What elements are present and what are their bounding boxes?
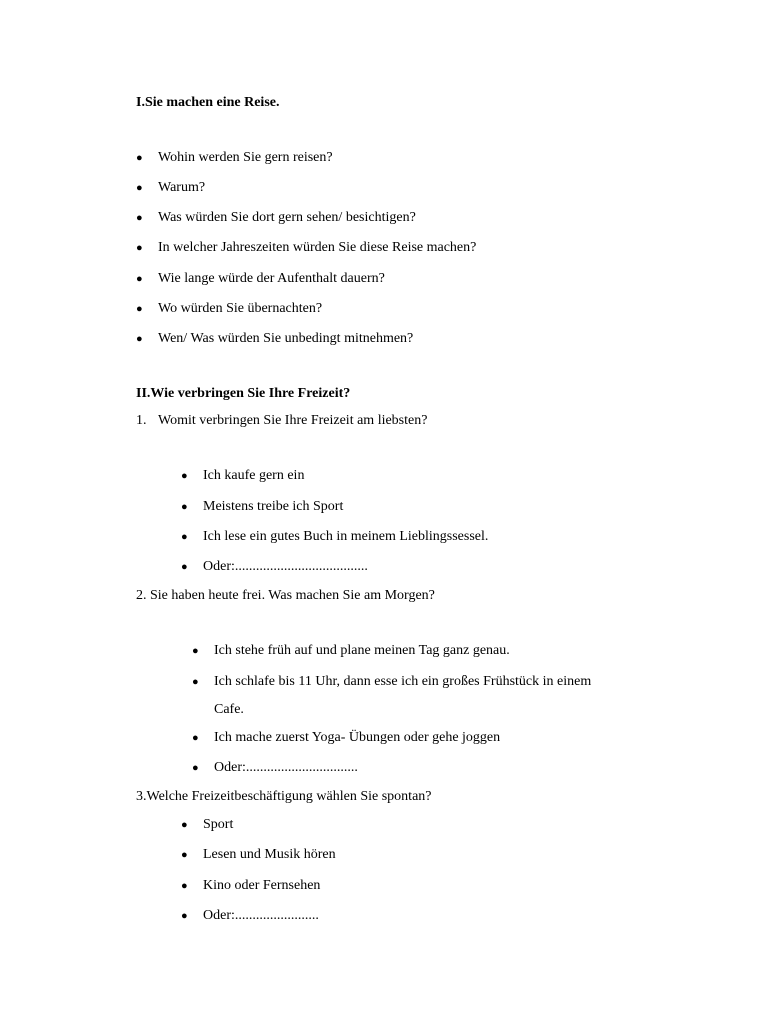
- section1-item: Warum?: [158, 180, 206, 195]
- question-1-option: Ich kaufe gern ein: [203, 468, 305, 483]
- bullet-icon: ●: [181, 561, 188, 573]
- section1-item: Wie lange würde der Aufenthalt dauern?: [158, 271, 385, 286]
- bullet-icon: ●: [136, 303, 143, 315]
- question-2-option: Ich stehe früh auf und plane meinen Tag ganz genau.: [214, 643, 510, 658]
- bullet-icon: ●: [181, 501, 188, 513]
- bullet-icon: ●: [192, 645, 199, 657]
- question-1-option: Ich lese ein gutes Buch in meinem Lieblingssessel.: [203, 529, 489, 544]
- bullet-icon: ●: [181, 910, 188, 922]
- bullet-icon: ●: [192, 676, 199, 688]
- bullet-icon: ●: [136, 182, 143, 194]
- bullet-icon: ●: [192, 762, 199, 774]
- question-2-option: Ich mache zuerst Yoga- Übungen oder gehe joggen: [214, 730, 501, 745]
- question-2-option-continuation: Cafe.: [214, 702, 244, 717]
- question-3-option: Oder:........................: [203, 908, 319, 923]
- question-1: Womit verbringen Sie Ihre Freizeit am liebsten?: [158, 413, 428, 428]
- bullet-icon: ●: [181, 531, 188, 543]
- bullet-icon: ●: [136, 273, 143, 285]
- question-2: 2. Sie haben heute frei. Was machen Sie am Morgen?: [136, 588, 435, 603]
- bullet-icon: ●: [181, 470, 188, 482]
- bullet-icon: ●: [181, 880, 188, 892]
- section1-item: Was würden Sie dort gern sehen/ besichtigen?: [158, 210, 416, 225]
- question-2-option: Oder:................................: [214, 760, 358, 775]
- bullet-icon: ●: [181, 849, 188, 861]
- bullet-icon: ●: [136, 152, 143, 164]
- bullet-icon: ●: [136, 212, 143, 224]
- question-2-option: Ich schlafe bis 11 Uhr, dann esse ich ein großes Frühstück in einem: [214, 674, 592, 689]
- bullet-icon: ●: [136, 333, 143, 345]
- section1-item: Wen/ Was würden Sie unbedingt mitnehmen?: [158, 331, 414, 346]
- section2-heading: II.Wie verbringen Sie Ihre Freizeit?: [136, 386, 351, 401]
- bullet-icon: ●: [136, 242, 143, 254]
- bullet-icon: ●: [181, 819, 188, 831]
- question-3-option: Kino oder Fernsehen: [203, 878, 321, 893]
- question-3-option: Sport: [203, 817, 234, 832]
- question-number: 1.: [136, 413, 147, 428]
- section1-item: In welcher Jahreszeiten würden Sie diese Reise machen?: [158, 240, 477, 255]
- question-3-option: Lesen und Musik hören: [203, 847, 336, 862]
- question-1-option: Oder:......................................: [203, 559, 368, 574]
- section1-item: Wohin werden Sie gern reisen?: [158, 150, 333, 165]
- question-3: 3.Welche Freizeitbeschäftigung wählen Sie spontan?: [136, 789, 432, 804]
- section1-item: Wo würden Sie übernachten?: [158, 301, 323, 316]
- bullet-icon: ●: [192, 732, 199, 744]
- section1-heading: I.Sie machen eine Reise.: [136, 95, 280, 110]
- question-1-option: Meistens treibe ich Sport: [203, 499, 344, 514]
